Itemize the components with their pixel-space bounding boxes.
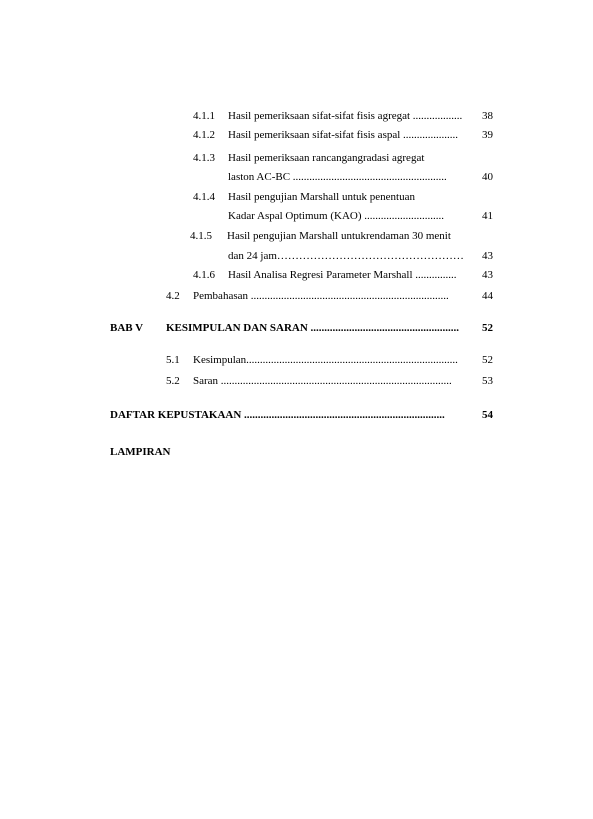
chapter-page: 52 bbox=[482, 322, 493, 334]
entry-page: 44 bbox=[482, 290, 493, 302]
section-title: DAFTAR KEPUSTAKAAN ......................................................................... bbox=[110, 409, 445, 421]
entry-title: Kesimpulan............................................................................. bbox=[193, 354, 458, 366]
section-title: LAMPIRAN bbox=[110, 446, 171, 458]
entry-number: 5.2 bbox=[166, 375, 180, 387]
entry-page: 52 bbox=[482, 354, 493, 366]
entry-title: Hasil pemeriksaan rancangangradasi agregat bbox=[228, 152, 425, 164]
entry-title-continued: dan 24 jam…………………………………………… bbox=[228, 250, 464, 262]
entry-page: 39 bbox=[482, 129, 493, 141]
entry-title: Hasil Analisa Regresi Parameter Marshall ............... bbox=[228, 269, 457, 281]
entry-number: 4.1.3 bbox=[193, 152, 215, 164]
chapter-title: KESIMPULAN DAN SARAN ...................................................... bbox=[166, 322, 460, 334]
entry-page: 43 bbox=[482, 250, 493, 262]
entry-title-continued: Kadar Aspal Optimum (KAO) ............................. bbox=[228, 210, 445, 222]
entry-title: Hasil pengujian Marshall untuk penentuan bbox=[228, 191, 415, 203]
entry-title: Hasil pengujian Marshall untukrendaman 30 menit bbox=[227, 230, 451, 242]
entry-title: Hasil pemeriksaan sifat-sifat fisis aspal .................... bbox=[228, 129, 459, 141]
entry-page: 38 bbox=[482, 110, 493, 122]
entry-page: 40 bbox=[482, 171, 493, 183]
entry-page: 53 bbox=[482, 375, 493, 387]
entry-number: 4.1.5 bbox=[190, 230, 212, 242]
entry-number: 4.1.1 bbox=[193, 110, 215, 122]
entry-page: 41 bbox=[482, 210, 493, 222]
entry-number: 4.1.6 bbox=[193, 269, 215, 281]
entry-number: 4.2 bbox=[166, 290, 180, 302]
entry-title: Pembahasan ........................................................................ bbox=[193, 290, 449, 302]
entry-title: Saran .................................................................................... bbox=[193, 375, 452, 387]
entry-title-continued: laston AC-BC ........................................................ bbox=[228, 171, 447, 183]
entry-number: 4.1.4 bbox=[193, 191, 215, 203]
entry-title: Hasil pemeriksaan sifat-sifat fisis agregat .................. bbox=[228, 110, 463, 122]
section-page: 54 bbox=[482, 409, 493, 421]
chapter-number: BAB V bbox=[110, 322, 144, 334]
entry-page: 43 bbox=[482, 269, 493, 281]
entry-number: 5.1 bbox=[166, 354, 180, 366]
entry-number: 4.1.2 bbox=[193, 129, 215, 141]
